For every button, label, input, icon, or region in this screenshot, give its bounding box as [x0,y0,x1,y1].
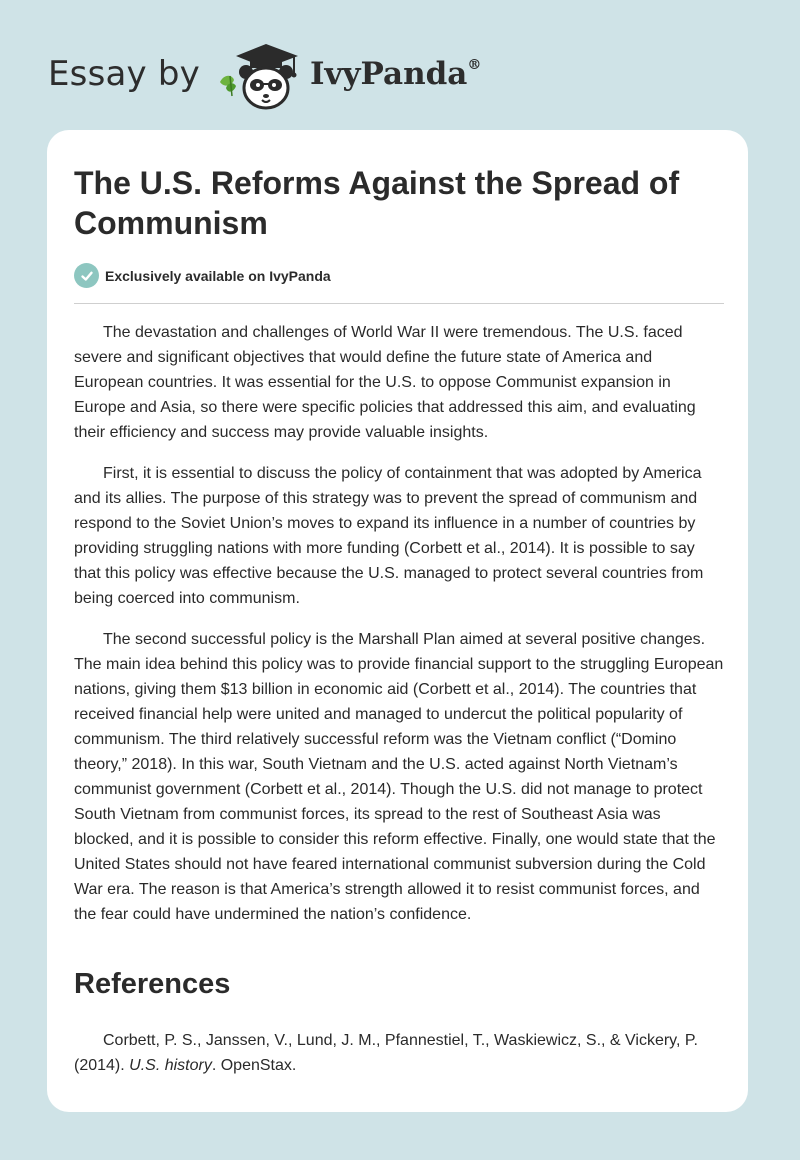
paragraph-3: The second successful policy is the Marshall Plan aimed at several positive changes. The main idea behind this policy was to provide financial support to the struggling European nations, giving them $13 billion in economic aid (Corbett et al., 2014). The countries that received financial help were united and managed to undercut the political popularity of communism. The third relatively successful reform was the Vietnam conflict (“Domino theory,” 2018). In this war, South Vietnam and the U.S. acted against North Vietnam’s communist government (Corbett et al., 2014). Though the U.S. did not manage to protect South Vietnam from communist forces, its spread to the rest of Southeast Asia was blocked, and it is possible to consider this reform effective. Finally, one would state that the United States should not have feared international communist subversion during the Cold War era. The reason is that America’s strength allowed it to resist communist forces, and the fear could have undermined the nation’s confidence. [74,631,724,923]
site-header [48,34,481,114]
reference-publisher: . OpenStax. [211,1057,297,1074]
brand-name: IvyPanda® [309,56,482,92]
reference-entry [74,1028,724,1078]
exclusive-badge-label: Exclusively available on IvyPanda [105,267,331,284]
essay-by-label: Essay by [48,54,200,94]
references-heading: References [74,968,231,1000]
divider [74,303,724,304]
essay-title: The U.S. Reforms Against the Spread of Communism [74,165,680,241]
panda-graduate-logo-icon[interactable] [214,34,306,114]
reference-title: U.S. history [129,1057,212,1074]
reference-authors: Corbett, P. S., Janssen, V., Lund, J. M., Pfannestiel, T., Waskiewicz, S., & Vickery, P. (2014). [74,1032,698,1074]
paragraph-1: The devastation and challenges of World War II were tremendous. The U.S. faced severe and significant objectives that would define the future state of America and European countries. It was essential for the U.S. to oppose Communist expansion in Europe and Asia, so there were specific policies that addressed this aim, and evaluating their efficiency and success may provide valuable insights. [74,324,696,441]
trademark-symbol: ® [467,56,482,73]
essay-card [47,130,748,1112]
paragraph-2: First, it is essential to discuss the policy of containment that was adopted by America and its allies. The purpose of this strategy was to prevent the spread of communism and respond to the Soviet Union’s moves to expand its influence in a number of countries by providing struggling nations with more funding (Corbett et al., 2014). It is possible to say that this policy was effective because the U.S. managed to protect several countries from being coerced into communism. [74,465,704,607]
exclusive-badge [74,263,331,288]
check-circle-icon [74,263,99,288]
essay-body [74,320,724,943]
